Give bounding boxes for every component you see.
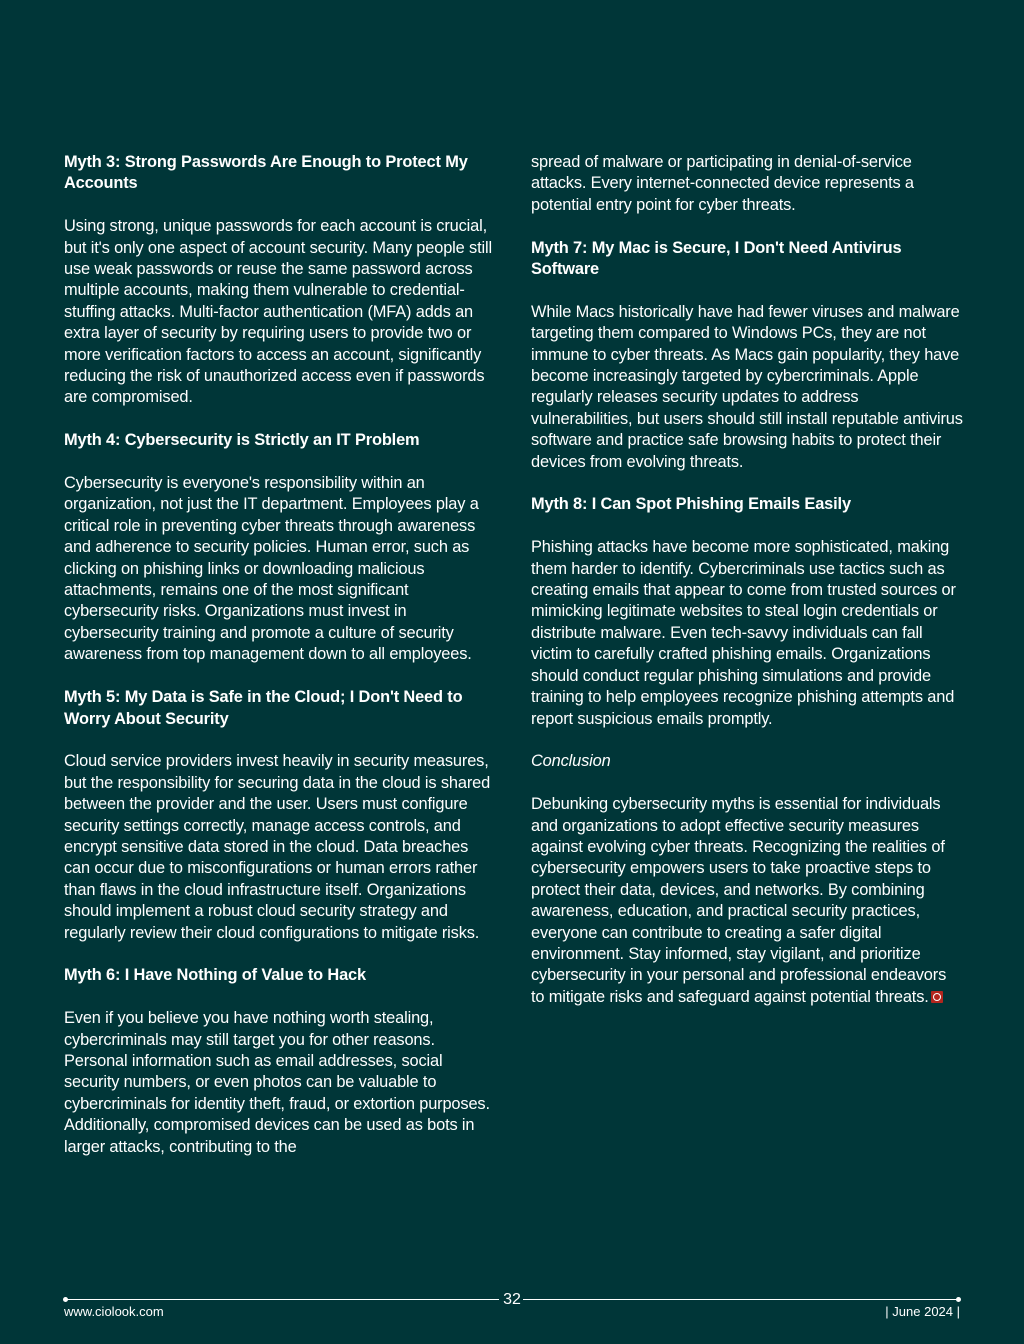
block-text: Cloud service providers invest heavily in security measures, but the responsibility for securing data in the cloud is shared between the provider and the user. Users must configure security settings correctly, manage access controls, and encrypt sensitive data stored in the cloud. Data breaches can occur due to misconfigurations or human errors rather than flaws in the cloud infrastructure itself. Organizations should implement a robust cloud security strategy and regularly review their cloud configurations to mitigate risks. [64,752,491,942]
body-paragraph [531,794,963,1008]
section-heading [64,687,496,730]
block-text: Cybersecurity is everyone's responsibility within an organization, not just the IT department. Employees play a critical role in preventing cyber threats through awareness and adherence to security policies. Human error, such as clicking on phishing links or downloading malicious attachments, remains one of the most significant cybersecurity risks. Organizations must invest in cybersecurity training and promote a culture of security awareness from top management down to all employees. [64,474,479,664]
body-paragraph [531,302,963,473]
block-text: Myth 5: My Data is Safe in the Cloud; I Don't Need to Worry About Security [64,688,463,728]
footer-website: www.ciolook.com [64,1304,164,1319]
footer-rule-right [523,1299,960,1300]
footer-date: | June 2024 | [885,1304,960,1319]
section-heading [64,430,496,451]
article-right-column [531,152,963,1030]
body-paragraph [64,216,496,409]
article-end-icon [931,991,943,1003]
block-text: Myth 8: I Can Spot Phishing Emails Easily [531,495,851,514]
article-left-column [64,152,496,1179]
block-text: Conclusion [531,752,611,771]
section-heading [531,494,963,515]
footer-dot-right [956,1297,961,1302]
block-text: Myth 4: Cybersecurity is Strictly an IT Problem [64,431,420,450]
body-paragraph [531,152,963,216]
section-heading [531,238,963,281]
body-paragraph [64,473,496,666]
footer-rule-left [64,1299,499,1300]
body-paragraph [64,751,496,944]
section-heading [64,152,496,195]
block-text: Using strong, unique passwords for each account is crucial, but it's only one aspect of account security. Many people still use weak passwords or reuse the same password across multiple accounts, making them vulnerable to credential-stuffing attacks. Multi-factor authentication (MFA) adds an extra layer of security by requiring users to provide two or more verification factors to access an account, significantly reducing the risk of unauthorized access even if passwords are compromised. [64,217,492,407]
block-text: While Macs historically have had fewer viruses and malware targeting them compared to Windows PCs, they are not immune to cyber threats. As Macs gain popularity, they have become increasingly targeted by cybercriminals. Apple regularly releases security updates to address vulnerabilities, but users should still install reputable antivirus software and practice safe browsing habits to protect their devices from evolving threats. [531,302,963,471]
section-heading [64,965,496,986]
block-text: Phishing attacks have become more sophisticated, making them harder to identify. Cybercriminals use tactics such as creating emails that appear to come from trusted sources or mimicking legitimate websites to steal login credentials or distribute malware. Even tech-savvy individuals can fall victim to carefully crafted phishing emails. Organizations should conduct regular phishing simulations and provide training to help employees recognize phishing attempts and report suspicious emails promptly. [531,538,956,728]
body-paragraph [64,1008,496,1158]
block-text: Myth 6: I Have Nothing of Value to Hack [64,966,366,985]
block-text: Myth 7: My Mac is Secure, I Don't Need Antivirus Software [531,238,902,279]
block-text: Debunking cybersecurity myths is essential for individuals and organizations to adopt effective security measures against evolving cyber threats. Recognizing the realities of cybersecurity empowers users to take proactive steps to protect their data, devices, and networks. By combining awareness, education, and practical security practices, everyone can contribute to creating a safer digital environment. Stay informed, stay vigilant, and prioritize cybersecurity in your personal and professional endeavors to mitigate risks and safeguard against potential threats. [531,795,947,1006]
footer-dot-left [63,1297,68,1302]
block-text: Even if you believe you have nothing worth stealing, cybercriminals may still target you for other reasons. Personal information such as email addresses, social security numbers, or even photos can be valuable to cybercriminals for identity theft, fraud, or extortion purposes. Additionally, compromised devices can be used as bots in larger attacks, contributing to the [64,1009,490,1156]
conclusion-label [531,751,963,772]
page-number: 32 [503,1291,521,1308]
body-paragraph [531,537,963,730]
block-text: Myth 3: Strong Passwords Are Enough to Protect My Accounts [64,153,468,193]
block-text: spread of malware or participating in denial-of-service attacks. Every internet-connected device represents a potential entry point for cyber threats. [531,153,914,214]
